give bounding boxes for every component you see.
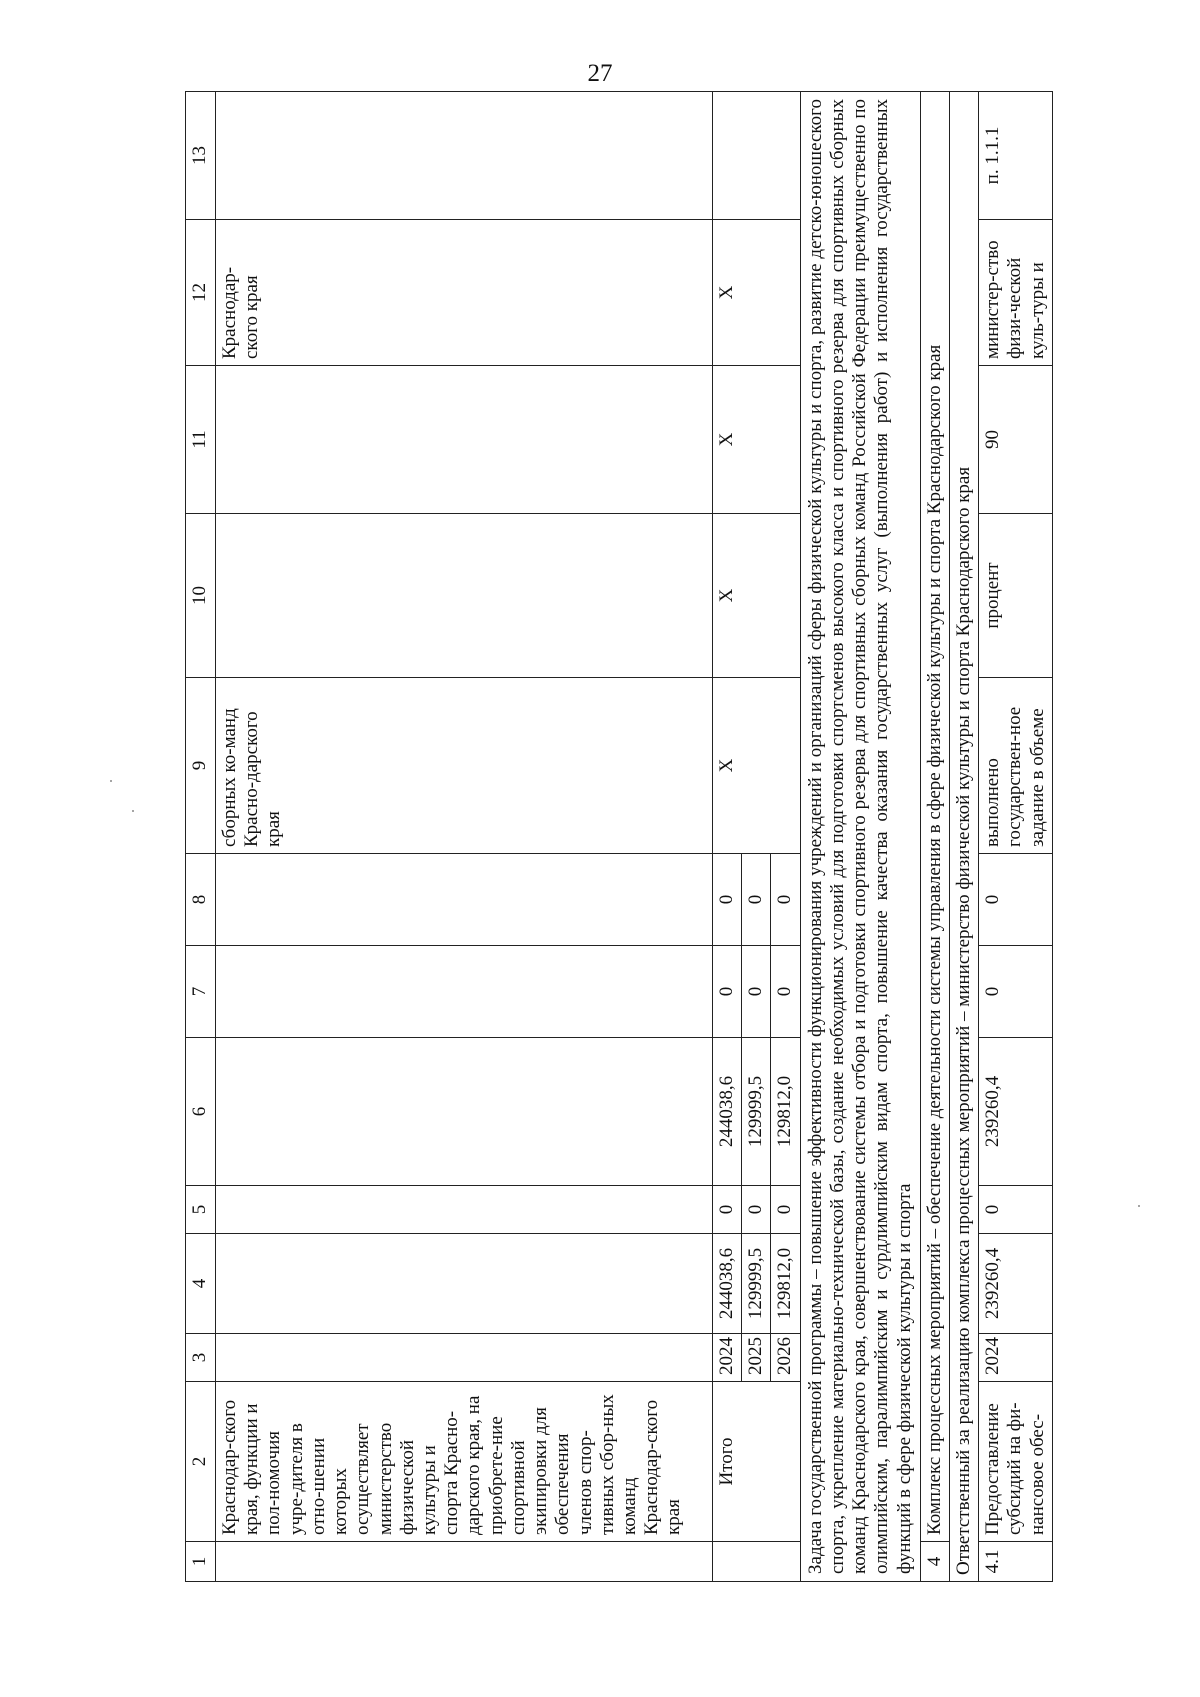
program-table: [185, 91, 1053, 1582]
header-cell: 5: [186, 1186, 216, 1234]
amount-cell: 239260,4: [979, 1038, 1053, 1186]
header-cell: 9: [186, 678, 216, 854]
cell: [713, 1542, 801, 1582]
cell: [216, 946, 713, 1038]
header-cell: 1: [186, 1542, 216, 1582]
total-row-2024: [713, 92, 742, 1582]
amount-cell: 0: [713, 854, 742, 946]
cell: [216, 1542, 713, 1582]
amount-cell: 0: [742, 946, 771, 1038]
reference-cell: п. 1.1.1: [979, 92, 1053, 220]
year-cell: 2025: [742, 1334, 771, 1382]
year-cell: 2024: [713, 1334, 742, 1382]
header-cell: 12: [186, 220, 216, 366]
unit-cell: процент: [979, 514, 1053, 678]
complex-title: Комплекс процессных мероприятий – обеспечение деятельности системы управления в сфере физической культуры и спорта Краснодарского края: [920, 92, 949, 1542]
page-number: 27: [587, 60, 613, 87]
continued-row: [216, 92, 713, 1582]
amount-cell: 244038,6: [713, 1234, 742, 1334]
complex-number: 4: [920, 1542, 949, 1582]
header-cell: 3: [186, 1334, 216, 1382]
amount-cell: 239260,4: [979, 1234, 1053, 1334]
amount-cell: 129812,0: [771, 1038, 800, 1186]
amount-cell: 0: [713, 946, 742, 1038]
cell: [713, 92, 801, 220]
header-cell: 10: [186, 514, 216, 678]
column-number-row: [186, 92, 216, 1582]
cell: [216, 1186, 713, 1234]
scan-speck: [110, 780, 112, 782]
total-label: Итого: [713, 1382, 801, 1542]
header-cell: 6: [186, 1038, 216, 1186]
cell: [216, 92, 713, 220]
indicator-continued: сборных ко-манд Красно-дарского края: [216, 678, 713, 854]
header-cell: 2: [186, 1382, 216, 1542]
amount-cell: 0: [771, 946, 800, 1038]
program-task-text: Задача государственной программы – повышение эффективности функционирования учреждений и организаций сферы физической культуры и спорта, развитие детско-юношеского спорта, укрепление материально-технической базы, создание необходимых условий для подготовки спортсменов высокого класса и спортивного резерва для спортивных сборных команд Краснодарского края, совершенствование системы отбора и подготовки спортивного резерва для спортивных сборных команд Российской Федерации преимущественно по олимпийским, паралимпийским и сурдлимпийским видам спорта, повышение качества оказания государственных услуг (выполнения работ) и исполнения государственных функций в сфере физической культуры и спорта: [800, 92, 920, 1582]
amount-cell: 0: [979, 1186, 1053, 1234]
x-mark: Х: [713, 366, 801, 514]
cell: [216, 1234, 713, 1334]
cell: [216, 854, 713, 946]
responsible-cell: министер-ство физи-ческой куль-туры и: [979, 220, 1053, 366]
value-cell: 90: [979, 366, 1053, 514]
amount-cell: 0: [771, 854, 800, 946]
responsible-row: [949, 92, 978, 1582]
responsible-continued: Краснодар-ского края: [216, 220, 713, 366]
amount-cell: 0: [979, 946, 1053, 1038]
amount-cell: 0: [742, 854, 771, 946]
amount-cell: 129999,5: [742, 1038, 771, 1186]
cell: [216, 514, 713, 678]
cell: [216, 1334, 713, 1382]
cell: [216, 366, 713, 514]
amount-cell: 244038,6: [713, 1038, 742, 1186]
rotated-table-container: [185, 92, 1048, 1582]
scan-speck: [132, 810, 134, 812]
task-row: [800, 92, 920, 1582]
amount-cell: 129999,5: [742, 1234, 771, 1334]
header-cell: 7: [186, 946, 216, 1038]
indicator-text: выполнено государствен-ное задание в объеме: [979, 678, 1053, 854]
amount-cell: 0: [742, 1186, 771, 1234]
responsible-text: Ответственный за реализацию комплекса процессных мероприятий – министерство физической культуры и спорта Краснодарского края: [949, 92, 978, 1582]
cell: [216, 1038, 713, 1186]
header-cell: 4: [186, 1234, 216, 1334]
header-cell: 8: [186, 854, 216, 946]
x-mark: Х: [713, 514, 801, 678]
amount-cell: 0: [771, 1186, 800, 1234]
measure-row-4-1: [979, 92, 1053, 1582]
scan-speck: [1138, 1205, 1140, 1207]
year-cell: 2024: [979, 1334, 1053, 1382]
complex-row: [920, 92, 949, 1582]
amount-cell: 0: [979, 854, 1053, 946]
header-cell: 13: [186, 92, 216, 220]
measure-name: Предоставление субсидий на фи-нансовое обес-: [979, 1382, 1053, 1542]
amount-cell: 129812,0: [771, 1234, 800, 1334]
x-mark: Х: [713, 220, 801, 366]
amount-cell: 0: [713, 1186, 742, 1234]
x-mark: Х: [713, 678, 801, 854]
measure-name-continued: Краснодар-ского края, функции и пол-номочия учре-дителя в отно-шении которых осуществляет министерство физической культуры и спорта Красно-дарского края, на приобрете-ние спортивной экипировки для обеспечения членов спор-тивных сбор-ных команд Краснодар-ского края: [216, 1382, 713, 1542]
measure-number: 4.1: [979, 1542, 1053, 1582]
year-cell: 2026: [771, 1334, 800, 1382]
header-cell: 11: [186, 366, 216, 514]
